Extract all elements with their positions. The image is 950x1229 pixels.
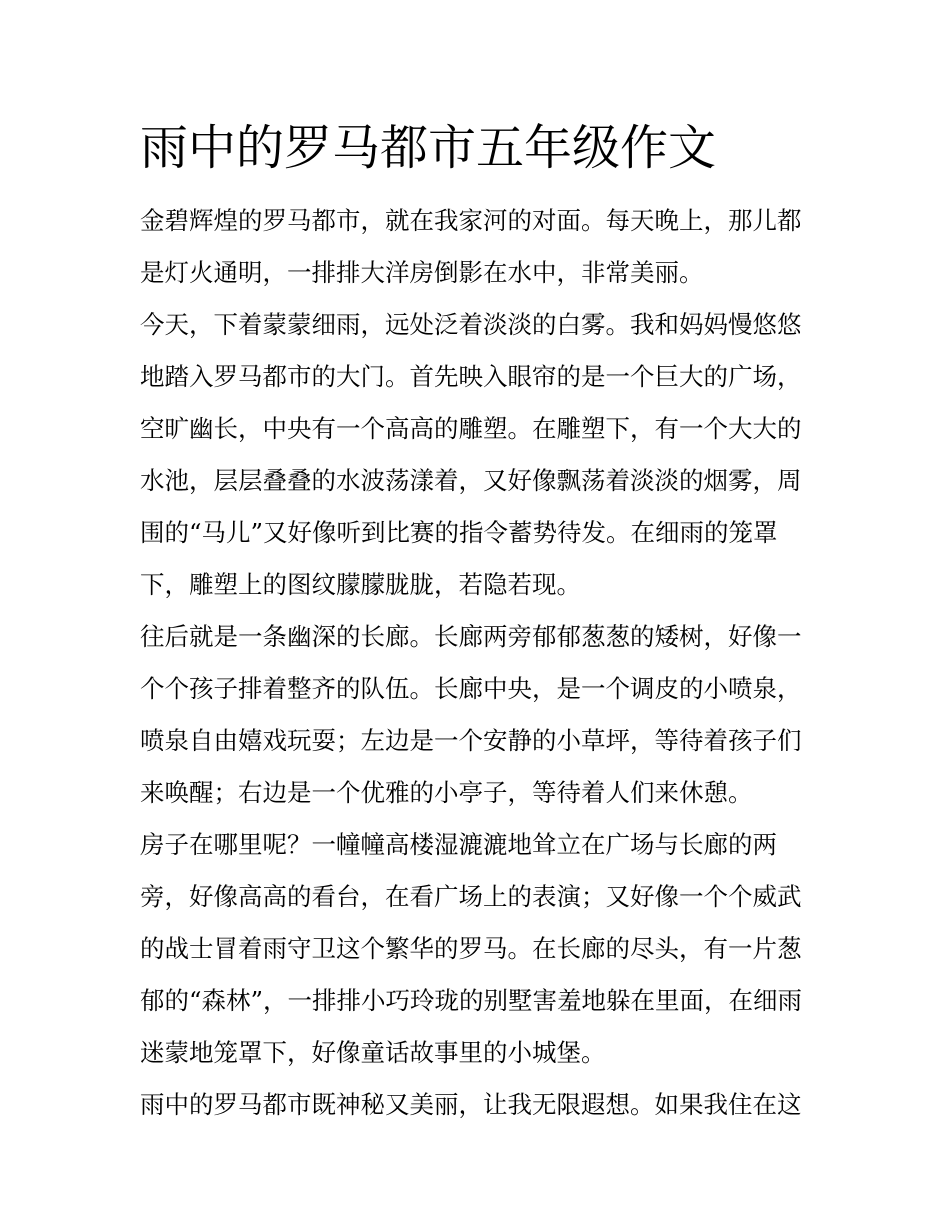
text-line: 旁，好像高高的看台，在看广场上的表演；又好像一个个威武: [140, 882, 802, 911]
text-line: 下，雕塑上的图纹朦朦胧胧，若隐若现。: [140, 570, 581, 599]
text-line: 地踏入罗马都市的大门。首先映入眼帘的是一个巨大的广场，: [140, 362, 802, 391]
text-line: 来唤醒；右边是一个优雅的小亭子，等待着人们来休憩。: [140, 778, 753, 807]
text-line: 郁的“森林”，一排排小巧玲珑的别墅害羞地躲在里面，在细雨: [140, 986, 803, 1015]
text-line: 水池，层层叠叠的水波荡漾着，又好像飘荡着淡淡的烟雾，周: [140, 466, 802, 495]
text-line: 迷蒙地笼罩下，好像童话故事里的小城堡。: [140, 1038, 606, 1067]
text-line: 的战士冒着雨守卫这个繁华的罗马。在长廊的尽头，有一片葱: [140, 934, 802, 963]
text-line: 房子在哪里呢？一幢幢高楼湿漉漉地耸立在广场与长廊的两: [140, 830, 777, 859]
text-line: 金碧辉煌的罗马都市，就在我家河的对面。每天晚上，那儿都: [140, 206, 802, 235]
text-line: 雨中的罗马都市既神秘又美丽，让我无限遐想。如果我住在这: [140, 1090, 802, 1119]
text-line: 围的“马儿”又好像听到比赛的指令蓄势待发。在细雨的笼罩: [140, 518, 778, 547]
text-line: 往后就是一条幽深的长廊。长廊两旁郁郁葱葱的矮树，好像一: [140, 622, 802, 651]
text-line: 个个孩子排着整齐的队伍。长廊中央，是一个调皮的小喷泉，: [140, 674, 802, 703]
text-line: 今天，下着蒙蒙细雨，远处泛着淡淡的白雾。我和妈妈慢悠悠: [140, 310, 802, 339]
text-line: 空旷幽长，中央有一个高高的雕塑。在雕塑下，有一个大大的: [140, 414, 802, 443]
text-line: 是灯火通明，一排排大洋房倒影在水中，非常美丽。: [140, 258, 704, 287]
text-line: 喷泉自由嬉戏玩耍；左边是一个安静的小草坪，等待着孩子们: [140, 726, 802, 755]
document-title: 雨中的罗马都市五年级作文: [140, 120, 717, 176]
